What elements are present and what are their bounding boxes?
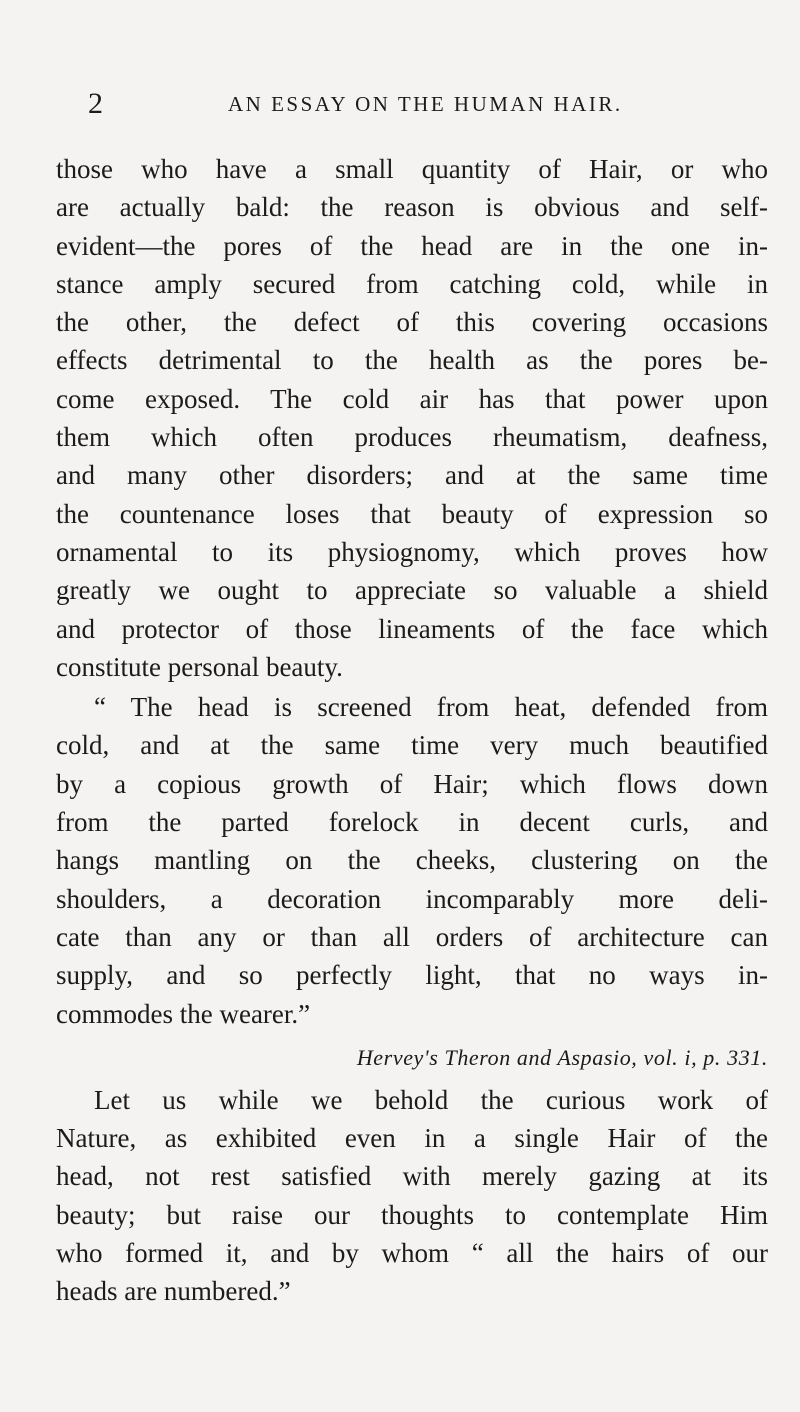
text-line: the other, the defect of this covering occasions <box>56 307 768 338</box>
text-line: who formed it, and by whom “ all the hairs of our <box>56 1238 768 1269</box>
text-line: supply, and so perfectly light, that no ways in- <box>56 960 768 991</box>
text-line: Let us while we behold the curious work of <box>94 1084 768 1115</box>
text-line: head, not rest satisfied with merely gazing at its <box>56 1161 768 1192</box>
text-line: shoulders, a decoration incomparably more deli- <box>56 883 768 914</box>
running-title: AN ESSAY ON THE HUMAN HAIR. <box>228 92 623 116</box>
text-line: commodes the wearer.” <box>56 998 311 1029</box>
text-line: Nature, as exhibited even in a single Hair of the <box>56 1123 768 1154</box>
running-head <box>88 84 738 124</box>
paragraph-2-quotation <box>56 688 768 1033</box>
text-line: by a copious growth of Hair; which flows down <box>56 768 768 799</box>
text-line: “ The head is screened from heat, defended from <box>94 692 768 723</box>
text-line: them which often produces rheumatism, deafness, <box>56 422 768 453</box>
text-line: cold, and at the same time very much beautified <box>56 730 768 761</box>
text-line: from the parted forelock in decent curls, and <box>56 807 768 838</box>
text-line: hangs mantling on the cheeks, clustering on the <box>56 845 768 876</box>
text-line: and many other disorders; and at the same time <box>56 460 768 491</box>
citation: Hervey's Theron and Aspasio, vol. i, p. 331. <box>356 1044 768 1070</box>
text-line: constitute personal beauty. <box>56 651 343 682</box>
text-line: effects detrimental to the health as the pores be- <box>56 345 768 376</box>
text-line: heads are numbered.” <box>56 1276 291 1307</box>
text-line: the countenance loses that beauty of expression so <box>56 498 768 529</box>
text-line: evident—the pores of the head are in the one in- <box>56 230 768 261</box>
text-line: ornamental to its physiognomy, which proves how <box>56 536 768 567</box>
text-line: those who have a small quantity of Hair, or who <box>56 154 768 184</box>
text-line: beauty; but raise our thoughts to contemplate Him <box>56 1199 768 1230</box>
text-line: and protector of those lineaments of the face which <box>56 613 768 644</box>
paragraph-1 <box>56 150 768 686</box>
text-line: greatly we ought to appreciate so valuable a shield <box>56 575 768 606</box>
text-line: are actually bald: the reason is obvious and self- <box>56 192 768 223</box>
body-text <box>56 150 768 1311</box>
text-line: come exposed. The cold air has that power upon <box>56 383 768 414</box>
text-line: cate than any or than all orders of architecture can <box>56 921 768 952</box>
text-line: stance amply secured from catching cold, while in <box>56 268 768 299</box>
page-number: 2 <box>88 87 103 120</box>
paragraph-3 <box>56 1081 768 1311</box>
